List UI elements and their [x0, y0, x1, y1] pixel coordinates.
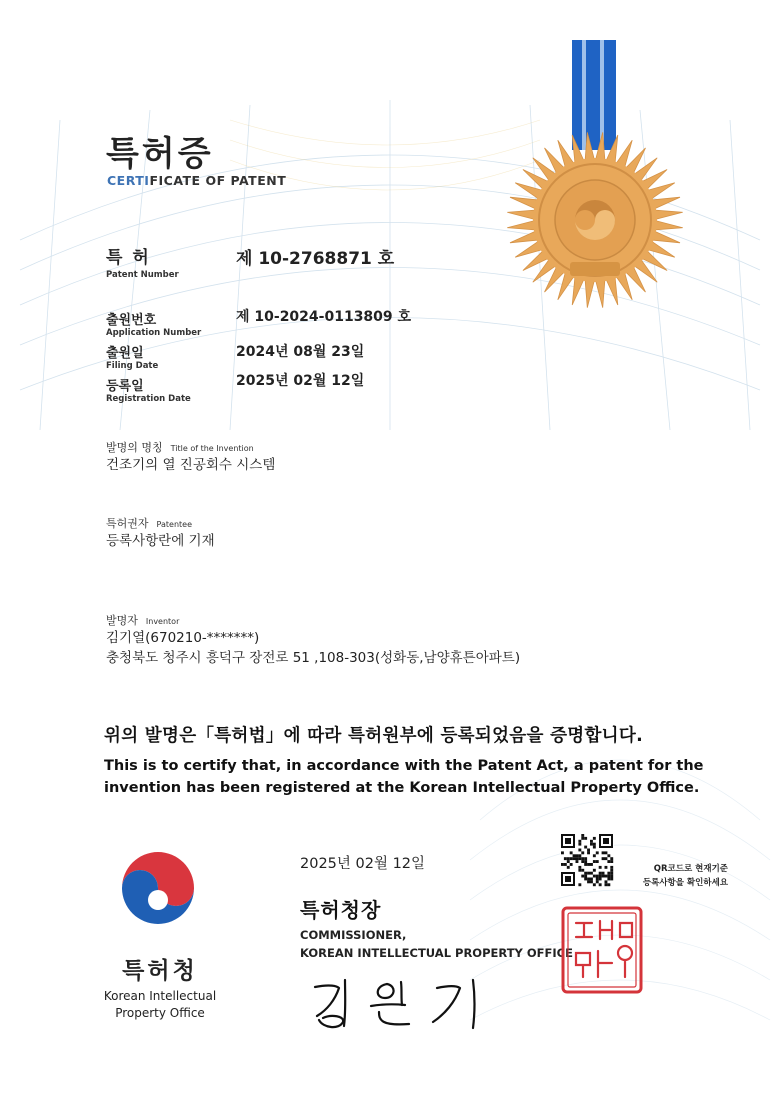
kipo-name-english-line-2: Property Office: [115, 1006, 205, 1020]
kipo-logo-icon: [110, 846, 206, 942]
inventor-name: 김기열(670210-*******): [106, 630, 260, 646]
application-number-label: [106, 309, 201, 338]
certification-statement-korean: 위의 발명은「특허법」에 따라 특허원부에 등록되었음을 증명합니다.: [104, 726, 644, 746]
filing-date-label: [106, 342, 158, 371]
certification-statement-english: [104, 755, 724, 799]
application-number-label-english: Application Number: [106, 328, 202, 338]
kipo-name-english: [92, 988, 228, 1022]
inventor-label-korean: 발명자: [106, 614, 138, 627]
qr-note-line-2: 등록사항을 확인하세요: [642, 878, 728, 888]
commissioner-line-2: KOREAN INTELLECTUAL PROPERTY OFFICE: [300, 946, 573, 960]
inventor-label-english: Inventor: [145, 617, 180, 626]
certification-english-line-2: invention has been registered at the Korean Intellectual Property Office.: [104, 780, 700, 796]
title-english-rest: FICATE OF PATENT: [149, 173, 287, 188]
invention-title-label-korean: 발명의 명칭: [106, 441, 163, 454]
qr-code[interactable]: [560, 833, 614, 887]
patentee-label-english: Patentee: [156, 520, 192, 529]
commissioner-signature: [305, 972, 505, 1032]
certification-english-line-1: This is to certify that, in accordance with the Patent Act, a patent for the: [104, 758, 704, 774]
commissioner-title-english: [300, 926, 573, 962]
certificate-title-english: [107, 173, 286, 188]
filing-date-label-korean: 출원일: [106, 346, 144, 361]
kipo-name-korean: 특허청: [122, 958, 198, 984]
registration-date-value: 2025년 02월 12일: [236, 373, 365, 389]
official-red-seal: [560, 905, 644, 995]
patentee-label-korean: 특허권자: [106, 517, 149, 530]
filing-date-value: 2024년 08월 23일: [236, 344, 365, 360]
registration-date-label-korean: 등록일: [106, 379, 144, 394]
application-number-value: 제 10-2024-0113809 호: [236, 309, 412, 325]
inventor-address: 충청북도 청주시 흥덕구 장전로 51 ,108-303(성화동,남양휴튼아파트): [106, 650, 521, 666]
registration-date-label-english: Registration Date: [106, 394, 191, 404]
title-english-highlight: CERTI: [107, 173, 150, 188]
registration-date-label: [106, 375, 191, 404]
invention-title-value: 건조기의 열 진공회수 시스템: [106, 457, 276, 473]
gold-medal-seal: [500, 40, 690, 320]
issue-date: 2025년 02월 12일: [300, 856, 426, 872]
commissioner-title-korean: 특허청장: [300, 898, 382, 922]
patent-number-label-english: Patent Number: [106, 270, 179, 280]
patent-number-value: 제 10-2768871 호: [236, 249, 395, 269]
commissioner-line-1: COMMISSIONER,: [300, 928, 407, 942]
certificate-title-korean: 특허증: [106, 134, 214, 174]
patent-number-label-korean: 특 허: [106, 248, 151, 268]
qr-note-line-1: QR코드로 현재기준: [653, 864, 728, 874]
application-number-label-korean: 출원번호: [106, 313, 157, 328]
invention-title-label-english: Title of the Invention: [170, 444, 254, 453]
patentee-value: 등록사항란에 기재: [106, 533, 215, 549]
patent-number-label: [106, 243, 179, 280]
filing-date-label-english: Filing Date: [106, 361, 159, 371]
qr-code-note: [616, 862, 728, 890]
kipo-name-english-line-1: Korean Intellectual: [103, 989, 217, 1003]
